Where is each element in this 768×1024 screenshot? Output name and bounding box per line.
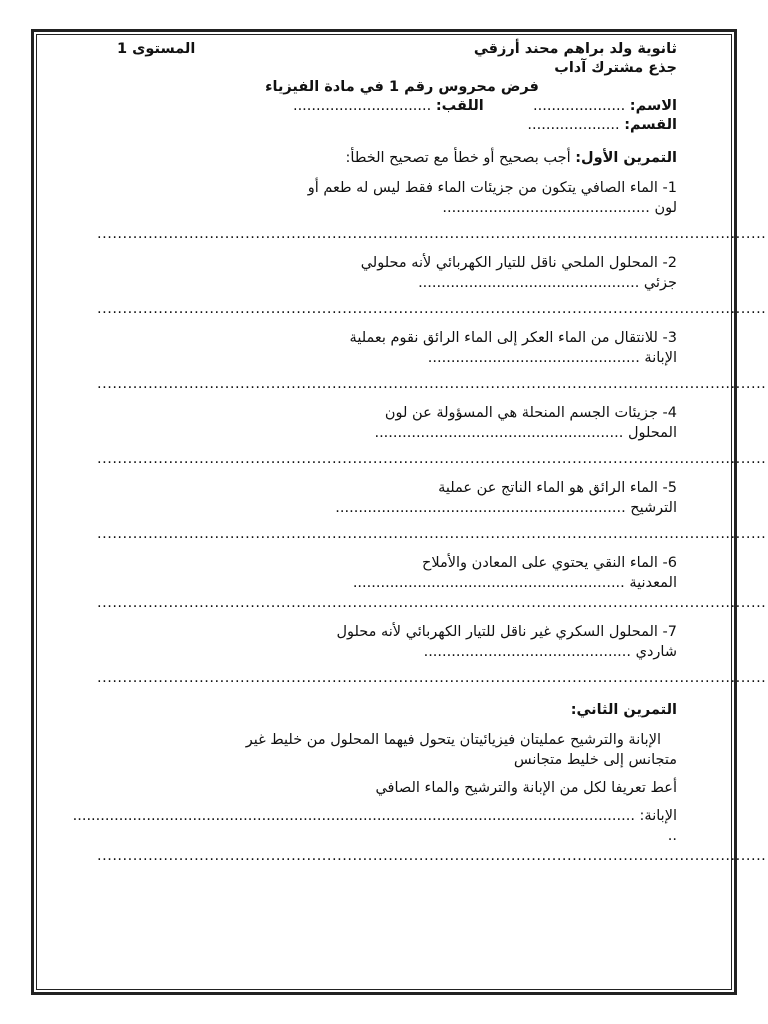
answer-ibana (72, 806, 767, 865)
exercise1-heading (97, 149, 677, 168)
answer-label-cont: .. (667, 828, 677, 844)
question-6 (97, 553, 767, 612)
question-text: 5- الماء الرائق هو الماء الناتج عن عملية (438, 480, 677, 496)
class-group: جذع مشترك آداب (554, 60, 677, 76)
question-3 (97, 328, 767, 393)
section-label: القسم: (624, 117, 677, 133)
answer-line[interactable]: ................................................................................................................................... (97, 451, 767, 467)
exam-sheet (72, 40, 767, 865)
school-name: ثانوية ولد براهم محند أرزقي (473, 41, 677, 57)
exercise2-statement-cont: متجانس إلى خليط متجانس (513, 752, 677, 768)
level-label: المستوى 1 (117, 41, 196, 57)
name-field[interactable]: .................... (533, 98, 626, 114)
question-text-cont: المعدنية ........................................................... (352, 575, 677, 591)
answer-line[interactable]: ................................................................................................................................... (97, 226, 767, 242)
name-row (97, 97, 677, 116)
question-text-cont: جزئي ................................................ (418, 275, 677, 291)
question-text-cont: الترشيح ............................................................... (335, 500, 677, 516)
answer-line[interactable]: ................................................................................................................................... (97, 526, 767, 542)
answer-line[interactable]: ................................................................................................................................... (97, 301, 767, 317)
answer-line[interactable]: ................................................................................................................................... (97, 376, 767, 392)
answer-line[interactable]: ................................................................................................................................... (97, 595, 767, 611)
test-title: فرض محروس رقم 1 في مادة الفيزياء (265, 79, 539, 95)
answer-label[interactable]: الإبانة: .......................................................................................................................... (72, 808, 677, 824)
surname-label: اللقب: (435, 98, 484, 114)
section-field[interactable]: .................... (527, 117, 620, 133)
question-text-cont: المحلول ...................................................... (374, 425, 677, 441)
exercise2-title: التمرين الثاني: (570, 702, 677, 718)
question-7 (97, 622, 767, 687)
question-text: 6- الماء النقي يحتوي على المعادن والأملاح (421, 555, 677, 571)
question-text: 1- الماء الصافي يتكون من جزيئات الماء فقط ليس له طعم أو (307, 180, 677, 196)
statement-text: الإبانة والترشيح عمليتان فيزيائيتان يتحول فيهما المحلول من خليط غير (245, 732, 661, 748)
exercise2-task: أعط تعريفا لكل من الإبانة والترشيح والماء الصافي (375, 780, 677, 796)
answer-line[interactable]: ................................................................................................................................... (97, 670, 767, 686)
exercise1-instruction: أجب بصحيح أو خطأ مع تصحيح الخطأ: (345, 150, 571, 166)
question-1 (97, 178, 767, 243)
question-2 (97, 253, 767, 318)
question-5 (97, 478, 767, 543)
question-text: 2- المحلول الملحي ناقل للتيار الكهربائي لأنه محلولي (360, 255, 677, 271)
question-text-cont: الإبانة .............................................. (427, 350, 677, 366)
question-text: 7- المحلول السكري غير ناقل للتيار الكهربائي لأنه محلول (336, 624, 677, 640)
question-text-cont: لون ............................................. (442, 200, 677, 216)
question-text: 3- للانتقال من الماء العكر إلى الماء الرائق نقوم بعملية (349, 330, 677, 346)
exercise1-title: التمرين الأول: (575, 150, 677, 166)
answer-line[interactable]: ................................................................................................................................... (97, 848, 767, 864)
question-text: 4- جزيئات الجسم المنحلة هي المسؤولة عن لون (384, 405, 677, 421)
surname-field[interactable]: .............................. (292, 98, 432, 114)
exercise2-statement (97, 730, 677, 750)
question-4 (97, 403, 767, 468)
section-row (97, 116, 677, 135)
header-row (97, 40, 677, 59)
question-text-cont: شاردي ............................................. (423, 644, 677, 660)
name-label: الاسم: (629, 98, 677, 114)
